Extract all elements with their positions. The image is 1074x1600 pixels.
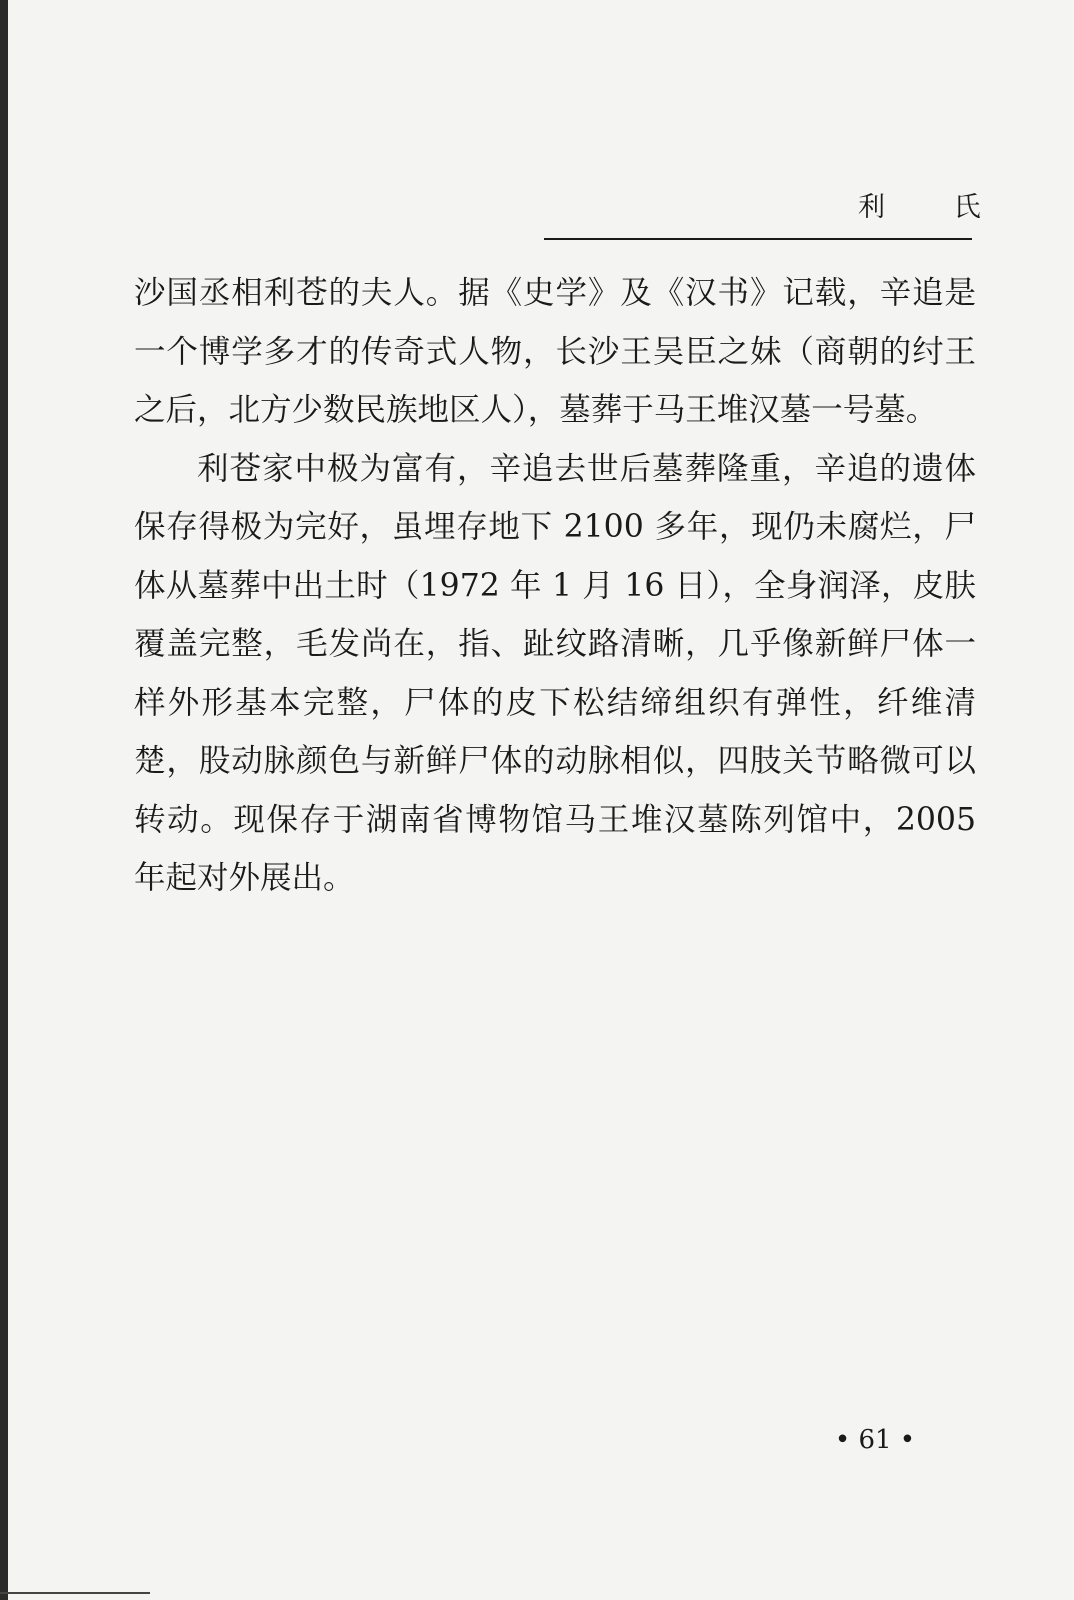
header-rule (544, 238, 972, 240)
scan-edge (0, 0, 8, 1600)
page-number: • 61 • (834, 1425, 916, 1455)
paragraph: 利苍家中极为富有，辛追去世后墓葬隆重，辛追的遗体保存得极为完好，虽埋存地下 2100 多年，现仍未腐烂，尸体从墓葬中出土时（1972 年 1 月 16 日），全身润泽，皮肤覆盖完整，毛发尚在，指、趾纹路清晰，几乎像新鲜尸体一样外形基本完整，尸体的皮下松结缔组织有弹性，纤维清楚，股动脉颜色与新鲜尸体的动脉相似，四肢关节略微可以转动。现保存于湖南省博物馆马王堆汉墓陈列馆中，2005 年起对外展出。 (134, 450, 976, 896)
paragraph: 沙国丞相利苍的夫人。据《史学》及《汉书》记载，辛追是一个博学多才的传奇式人物，长沙王吴臣之妹（商朝的纣王之后，北方少数民族地区人），墓葬于马王堆汉墓一号墓。 (134, 275, 976, 428)
body-text (134, 264, 976, 908)
footer-rule (0, 1592, 150, 1594)
running-header-title: 利 氏 (858, 192, 1011, 223)
